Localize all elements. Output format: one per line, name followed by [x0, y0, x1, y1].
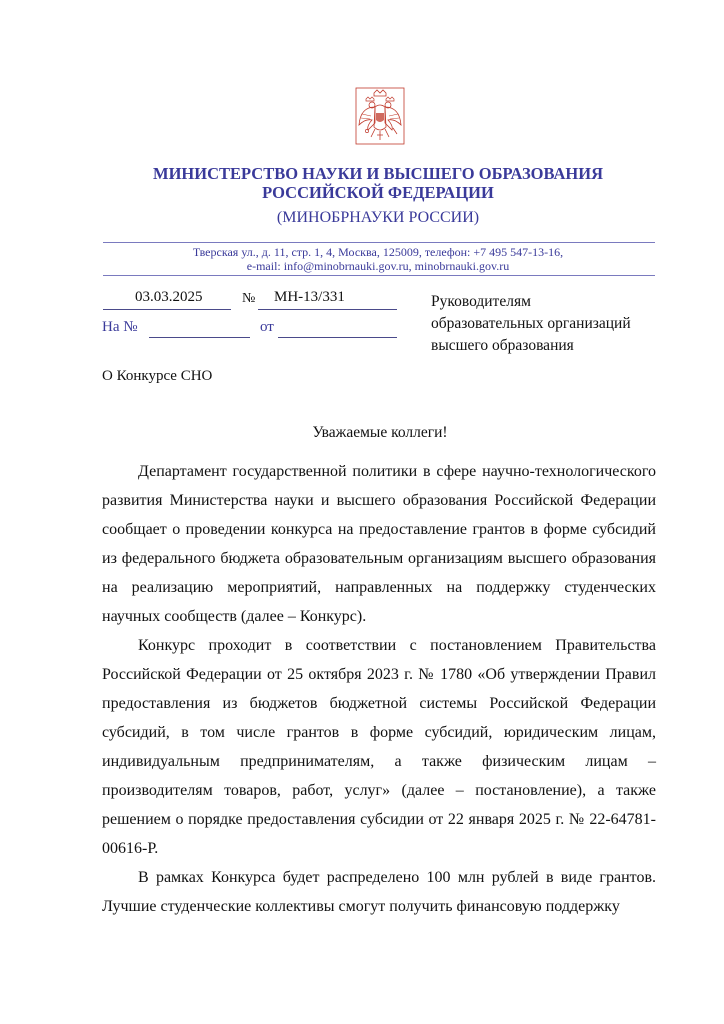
ministry-name: [100, 164, 656, 202]
header-rule-bottom: [103, 275, 655, 276]
address-line2: e-mail: info@minobrnauki.gov.ru, minobrnauki.gov.ru: [246, 259, 510, 273]
number-underline: [258, 309, 397, 310]
addressee-line2: образовательных организаций: [431, 315, 631, 332]
body-paragraph-3: В рамках Конкурса будет распределено 100 млн рублей в виде грантов. Лучшие студенческие коллективы смогут получить финансовую поддержку: [102, 869, 656, 915]
address-line1: Тверская ул., д. 11, стр. 1, 4, Москва, 125009, телефон: +7 495 547-13-16,: [192, 245, 564, 259]
ministry-name-line1: МИНИСТЕРСТВО НАУКИ И ВЫСШЕГО ОБРАЗОВАНИЯ: [153, 164, 603, 183]
ministry-short-name: (МИНОБРНАУКИ РОССИИ): [276, 209, 480, 226]
ministry-address: [100, 245, 656, 273]
letter-greeting: Уважаемые коллеги!: [312, 424, 448, 441]
reply-number-underline: [149, 337, 250, 338]
body-paragraph-1: Департамент государственной политики в сфере научно-технологического развития Министерства науки и высшего образования Российской Федерации сообщает о проведении конкурса на предоставление грантов в форме субсидий из федерального бюджета образовательным организациям высшего образования на реализацию мероприятий, направленных на поддержку студенческих научных сообществ (далее – Конкурс).: [102, 463, 656, 625]
ministry-name-line2: РОССИЙСКОЙ ФЕДЕРАЦИИ: [262, 183, 494, 202]
reply-from-underline: [278, 337, 397, 338]
addressee-line3: высшего образования: [431, 337, 574, 354]
letter-number-label: №: [242, 291, 256, 306]
coat-of-arms-icon: [355, 87, 405, 145]
addressee-block: [431, 291, 671, 357]
addressee-line1: Руководителям: [431, 293, 531, 310]
letter-body: [102, 457, 656, 921]
letter-subject: О Конкурсе СНО: [102, 368, 213, 384]
date-underline: [103, 309, 231, 310]
letter-date: 03.03.2025: [135, 289, 203, 305]
reply-number-label: На №: [102, 319, 138, 335]
header-rule-top: [103, 242, 655, 243]
body-paragraph-2: Конкурс проходит в соответствии с постановлением Правительства Российской Федерации от 25 октября 2023 г. № 1780 «Об утверждении Правил предоставления из бюджетов бюджетной системы Российской Федерации субсидий, в том числе грантов в форме субсидий, юридическим лицам, индивидуальным предпринимателям, а также физическим лицам – производителям товаров, работ, услуг» (далее – постановление), а также решением о порядке предоставления субсидии от 22 января 2025 г. № 22-64781-00616-Р.: [102, 637, 656, 857]
letter-number: МН-13/331: [274, 289, 345, 305]
reply-from-label: от: [260, 319, 274, 335]
